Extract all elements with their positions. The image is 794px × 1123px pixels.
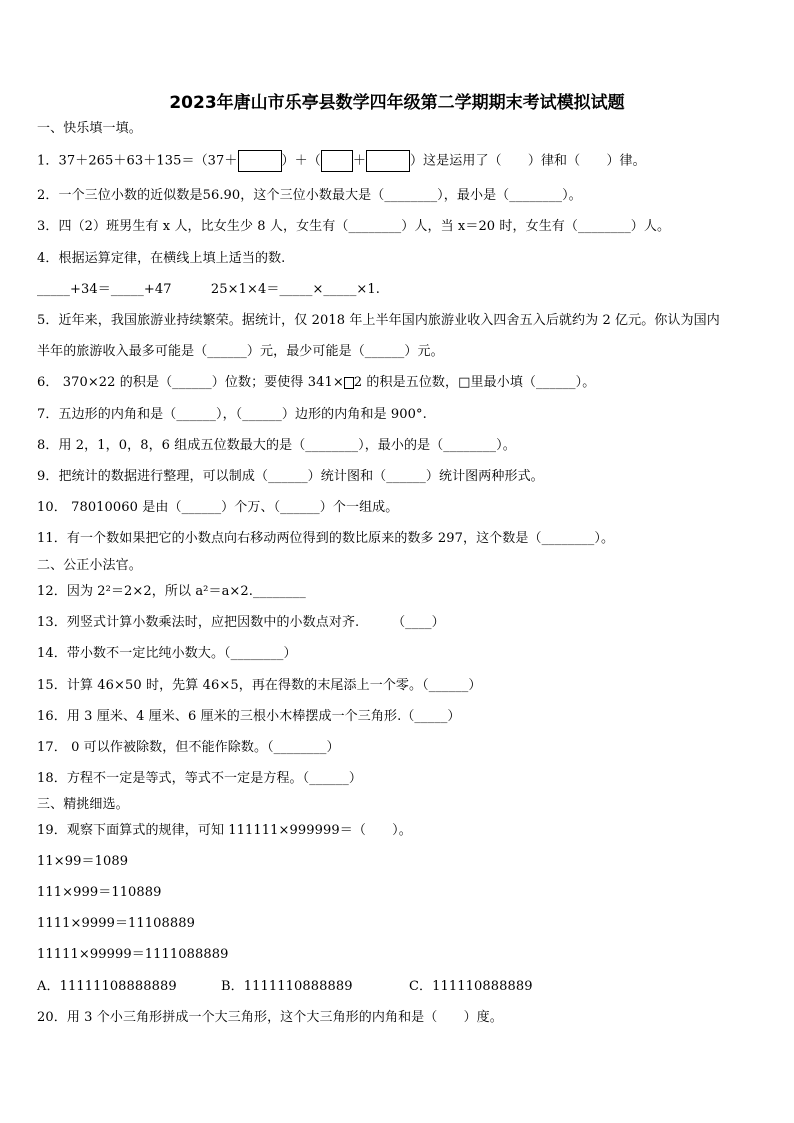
q1-part-d: ）这是运用了（ ）律和（ ）律。 <box>409 153 646 169</box>
q1-part-b: ）＋（ <box>281 153 321 169</box>
q6-part-b: 2 的积是五位数，□里最小填（______）。 <box>353 375 596 390</box>
question-16: 16．用 3 厘米、4 厘米、6 厘米的三根小木棒摆成一个三角形.（_____） <box>37 709 461 724</box>
question-15: 15．计算 46×50 时，先算 46×5，再在得数的末尾添上一个零。（______） <box>37 678 482 693</box>
question-11: 11．有一个数如果把它的小数点向右移动两位得到的数比原来的数多 297，这个数是（________）。 <box>37 531 615 546</box>
q6-part-a: 6． 370×22 的积是（______）位数；要使得 341× <box>37 375 344 390</box>
answer-box-1[interactable] <box>238 150 282 172</box>
question-5-line-1: 5．近年来，我国旅游业持续繁荣。据统计，仅 2018 年上半年国内旅游业收入四舍五入后就约为 2 亿元。你认为国内 <box>37 313 720 328</box>
section-heading-3: 三、精挑细选。 <box>37 797 129 812</box>
question-18: 18．方程不一定是等式，等式不一定是方程。（______） <box>37 771 362 786</box>
question-19: 19．观察下面算式的规律，可知 111111×999999＝（ ）。 <box>37 823 412 838</box>
page-title: 2023年唐山市乐亭县数学四年级第二学期期末考试模拟试题 <box>169 93 625 113</box>
question-3: 3．四（2）班男生有 x 人，比女生少 8 人，女生有（________）人，当 x＝20 时，女生有（________）人。 <box>37 219 671 234</box>
question-2: 2．一个三位小数的近似数是56.90，这个三位小数最大是（________），最小是（________）。 <box>37 188 582 203</box>
q1-part-c: ＋ <box>352 153 366 169</box>
question-6 <box>37 374 595 392</box>
question-4: 4．根据运算定律，在横线上填上适当的数. <box>37 251 286 266</box>
equation-row: 11111×99999＝1111088889 <box>37 947 229 962</box>
question-9: 9．把统计的数据进行整理，可以制成（______）统计图和（______）统计图两种形式。 <box>37 469 544 484</box>
question-20: 20．用 3 个小三角形拼成一个大三角形，这个大三角形的内角和是（ ）度。 <box>37 1010 503 1025</box>
section-heading-1: 一、快乐填一填。 <box>37 121 142 136</box>
option-b[interactable]: B．1111110888889 <box>221 979 353 994</box>
question-19-options <box>37 978 533 996</box>
question-14: 14．带小数不一定比纯小数大。（________） <box>37 646 297 661</box>
equation-row: 1111×9999＝11108889 <box>37 916 196 931</box>
blank-square[interactable] <box>344 377 354 389</box>
equation-row: 111×999＝110889 <box>37 885 162 900</box>
question-17: 17． 0 可以作被除数，但不能作除数。（________） <box>37 740 340 755</box>
q1-part-a: 1．37＋265＋63＋135＝（37＋ <box>37 153 238 169</box>
answer-box-2[interactable] <box>321 150 353 172</box>
question-1 <box>37 150 646 172</box>
question-7: 7．五边形的内角和是（______），（______）边形的内角和是 900°. <box>37 407 427 422</box>
equation-row: 11×99＝1089 <box>37 854 129 869</box>
option-a[interactable]: A．11111108888889 <box>37 979 177 994</box>
question-5-line-2: 半年的旅游收入最多可能是（______）元，最少可能是（______）元。 <box>37 344 444 359</box>
option-c[interactable]: C．111110888889 <box>409 979 533 994</box>
answer-box-3[interactable] <box>366 150 410 172</box>
question-12: 12．因为 2²＝2×2，所以 a²＝a×2.________ <box>37 584 306 599</box>
question-8: 8．用 2，1，0，8，6 组成五位数最大的是（________），最小的是（________）。 <box>37 438 516 453</box>
question-4-equations: _____+34＝_____+47 25×1×4＝_____×_____×1. <box>37 282 381 297</box>
question-13: 13．列竖式计算小数乘法时，应把因数中的小数点对齐. （____） <box>37 615 445 630</box>
section-heading-2: 二、公正小法官。 <box>37 558 142 573</box>
question-10: 10． 78010060 是由（______）个万、（______）个一组成。 <box>37 500 399 515</box>
